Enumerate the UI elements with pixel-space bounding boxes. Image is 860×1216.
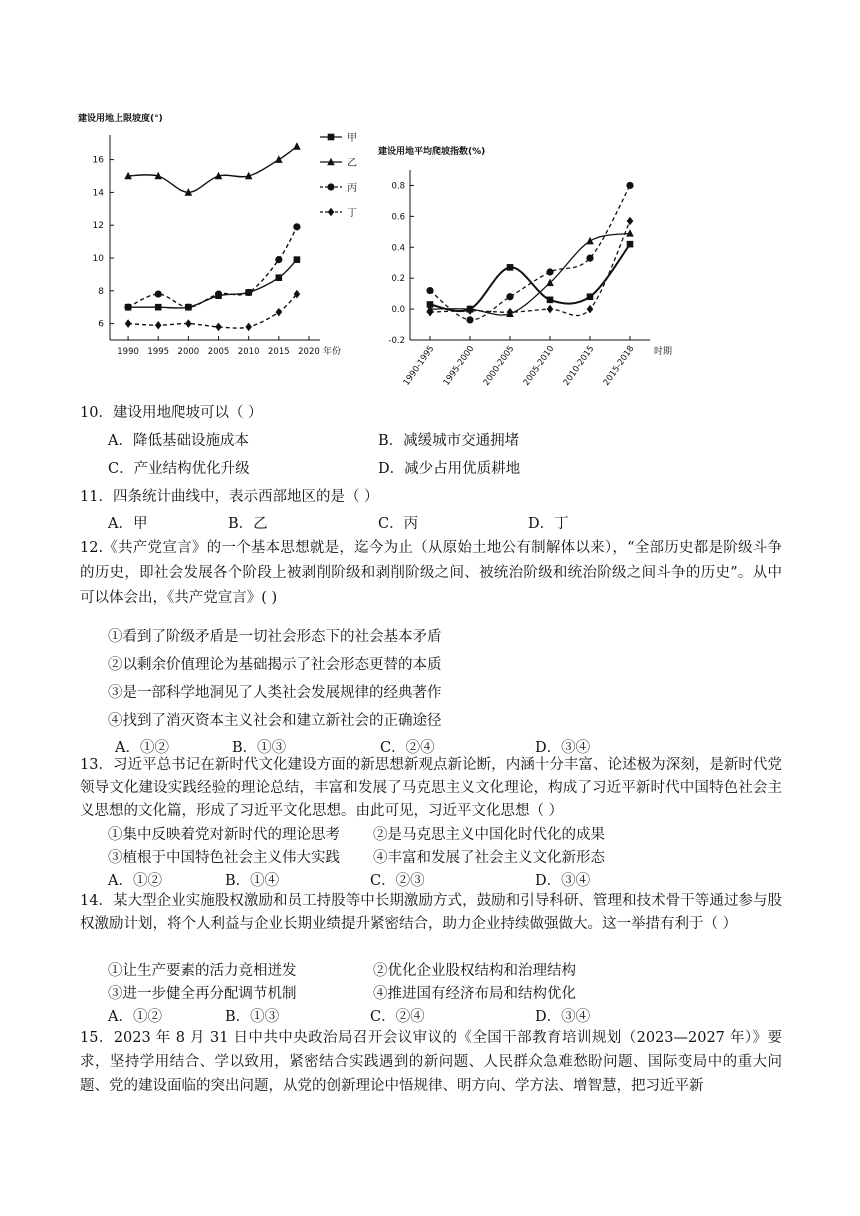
q12-stem: 12.《共产党宣言》的一个基本思想就是，迄今为止（从原始土地公有制解体以来），“全部历史都是阶级斗争的历史，即社会发展各个阶段上被剥削阶级和剥削阶级之间、被统治阶级和统治阶级之间斗争的历史”。从中可以体会出，《共产党宣言》( ) (80, 540, 782, 606)
chart1-legend-marker (328, 134, 335, 141)
q10-stem: 10．建设用地爬坡可以（ ） (80, 405, 263, 421)
chart1-legend-label: 丁 (347, 208, 357, 219)
chart1-point (245, 289, 252, 296)
chart2-series-line-1 (430, 233, 630, 315)
q12-option-d[interactable]: D．③④ (535, 740, 591, 756)
q13-stem: 13．习近平总书记在新时代文化建设方面的新思想新观点新论断，内涵十分丰富、论述极为深刻，是新时代党领导文化建设实践经验的理论总结，丰富和发展了马克思主义文化理论，构成了习近平新时代中国特色社会主义思想的文化篇，形成了习近平文化思想。由此可见，习近平文化思想（ ） (80, 757, 782, 819)
chart2-x-tick-label: 2005-2010 (521, 343, 557, 388)
chart1-x-tick-label: 2000 (177, 347, 200, 357)
q13-statement-2: ②是马克思主义中国化时代化的成果 (373, 827, 605, 843)
chart1-legend-label: 丙 (347, 183, 357, 194)
chart2-point (587, 305, 594, 314)
chart1-series-line-1 (128, 146, 297, 192)
chart1-point (215, 323, 222, 332)
q12-statement-3: ③是一部科学地洞见了人类社会发展规律的经典著作 (108, 685, 442, 701)
q12-option-c[interactable]: C．②④ (380, 740, 435, 756)
chart1-legend-marker (327, 183, 334, 190)
chart1-point (293, 223, 300, 230)
q13-option-c[interactable]: C．②③ (370, 873, 425, 889)
chart1-point (155, 290, 162, 297)
chart1-xlabel: 年份 (322, 347, 341, 357)
q14-option-d[interactable]: D．③④ (535, 1009, 591, 1025)
chart2-y-tick-label: 0.2 (391, 274, 405, 285)
chart1-point (185, 304, 192, 311)
chart2-x-tick-label: 2010-2015 (561, 343, 597, 388)
q14-option-c[interactable]: C．②④ (370, 1009, 425, 1025)
chart2-y-tick-label: 0.0 (391, 305, 405, 316)
chart2-point (626, 229, 634, 237)
chart2-point (626, 182, 633, 189)
chart1-point (155, 304, 162, 311)
climb-index-chart-svg (370, 140, 680, 390)
q10-option-a[interactable]: A．降低基础设施成本 (108, 433, 249, 449)
chart1-y-tick-label: 10 (92, 254, 104, 264)
q11-option-a[interactable]: A．甲 (108, 516, 148, 532)
q12-statement-2: ②以剩余价值理论为基础揭示了社会形态更替的本质 (108, 657, 442, 673)
chart2-point (586, 254, 593, 261)
chart1-series-line-2 (128, 227, 297, 307)
chart1-point (215, 290, 222, 297)
chart2-point (506, 293, 513, 300)
chart1-x-tick-label: 2015 (268, 347, 290, 357)
q11-option-c[interactable]: C．丙 (378, 516, 419, 532)
q11-option-b[interactable]: B．乙 (228, 516, 268, 532)
q13-option-b[interactable]: B．①④ (225, 873, 280, 889)
chart2-xlabel: 时期 (654, 347, 673, 357)
chart1-point (294, 256, 301, 263)
chart2-y-tick-label: 0.8 (391, 181, 405, 192)
chart1-y-tick-label: 12 (92, 221, 104, 232)
q11-option-d[interactable]: D．丁 (528, 516, 569, 532)
chart2-point (547, 297, 554, 304)
chart1-y-tick-label: 8 (98, 286, 104, 297)
q10-option-d[interactable]: D．减少占用优质耕地 (378, 461, 521, 477)
chart1-y-tick-label: 14 (92, 188, 104, 199)
q13-statement-1: ①集中反映着党对新时代的理论思考 (108, 827, 340, 843)
q14-option-a[interactable]: A．①② (108, 1009, 162, 1025)
q12-option-a[interactable]: A．①② (115, 740, 169, 756)
slope-limit-chart-svg (70, 105, 370, 365)
chart1-x-tick-label: 2010 (237, 347, 260, 357)
chart2-x-tick-label: 2000-2005 (481, 343, 517, 388)
chart1-point (245, 323, 252, 332)
chart1-legend-label: 甲 (347, 133, 357, 144)
chart1-x-tick-label: 2005 (207, 347, 230, 357)
chart2-ylabel: 建设用地平均爬坡指数(%) (378, 147, 486, 157)
chart1-point (124, 304, 131, 311)
q13-option-a[interactable]: A．①② (108, 873, 162, 889)
q14-statement-4: ④推进国有经济布局和结构优化 (373, 986, 576, 1002)
q10-option-c[interactable]: C．产业结构优化升级 (108, 461, 250, 477)
chart2-x-tick-label: 1990-1995 (401, 343, 437, 388)
chart2-point (546, 268, 553, 275)
slope-limit-chart (70, 105, 370, 365)
chart2-point (627, 241, 634, 248)
chart2-point (587, 293, 594, 300)
chart2-y-tick-label: 0.4 (391, 243, 405, 254)
q12-statement-4: ④找到了消灭资本主义社会和建立新社会的正确途径 (108, 713, 442, 729)
chart2-point (586, 237, 594, 245)
chart1-point (185, 319, 192, 328)
chart2-point (627, 217, 634, 226)
q11-stem: 11．四条统计曲线中，表示西部地区的是（ ） (80, 489, 379, 505)
q14-statement-2: ②优化企业股权结构和治理结构 (373, 963, 576, 979)
chart1-x-tick-label: 1995 (147, 347, 170, 357)
chart1-y-tick-label: 6 (98, 319, 104, 330)
climb-index-chart (370, 140, 680, 390)
chart2-x-tick-label: 2015-2018 (601, 343, 637, 388)
chart1-series-line-3 (128, 294, 297, 328)
q13-option-d[interactable]: D．③④ (535, 873, 591, 889)
chart1-point (293, 142, 301, 150)
chart1-x-tick-label: 2020 (298, 347, 320, 357)
q10-option-b[interactable]: B．减缓城市交通拥堵 (378, 433, 520, 449)
chart1-point (276, 274, 283, 281)
chart2-point (547, 305, 554, 314)
chart1-point (275, 155, 283, 163)
q15-stem: 15．2023 年 8 月 31 日中共中央政治局召开会议审议的《全国干部教育培训规划（2023—2027 年）》要求，坚持学用结合、学以致用，紧密结合实践遇到的新问题、人民群众急难愁盼问题、国际变局中的重大问题、党的建设面临的突出问题，从党的创新理论中悟规律、明方向、学方法、增智慧，把习近平新 (80, 1030, 782, 1094)
chart1-series-line-0 (128, 260, 297, 308)
q14-stem: 14．某大型企业实施股权激励和员工持股等中长期激励方式，鼓励和引导科研、管理和技术骨干等通过参与股权激励计划，将个人利益与企业长期业绩提升紧密结合，助力企业持续做强做大。这一举措有利于（ ） (80, 893, 782, 932)
chart1-point (275, 256, 282, 263)
chart1-y-tick-label: 16 (92, 155, 104, 166)
chart2-point (426, 287, 433, 294)
chart1-point (155, 321, 162, 330)
q12-option-b[interactable]: B．①③ (232, 740, 287, 756)
q14-statement-1: ①让生产要素的活力竞相迸发 (108, 963, 297, 979)
chart1-point (125, 319, 132, 328)
chart2-point (507, 264, 514, 271)
q12-statement-1: ①看到了阶级矛盾是一切社会形态下的社会基本矛盾 (108, 629, 442, 645)
q14-statement-3: ③进一步健全再分配调节机制 (108, 986, 297, 1002)
chart1-legend-label: 乙 (347, 158, 357, 169)
chart2-y-tick-label: -0.2 (388, 336, 405, 346)
chart2-series-line-2 (430, 185, 630, 320)
q14-option-b[interactable]: B．①③ (225, 1009, 280, 1025)
chart1-point (276, 308, 283, 317)
chart2-point (466, 316, 473, 323)
chart1-x-tick-label: 1990 (117, 347, 139, 357)
chart1-ylabel: 建设用地上限坡度(°) (78, 114, 163, 124)
chart2-y-tick-label: 0.6 (391, 212, 405, 223)
q13-statement-3: ③植根于中国特色社会主义伟大实践 (108, 850, 340, 866)
chart2-x-tick-label: 1995-2000 (441, 343, 477, 388)
chart1-legend-marker (328, 208, 335, 217)
q13-statement-4: ④丰富和发展了社会主义文化新形态 (373, 850, 605, 866)
